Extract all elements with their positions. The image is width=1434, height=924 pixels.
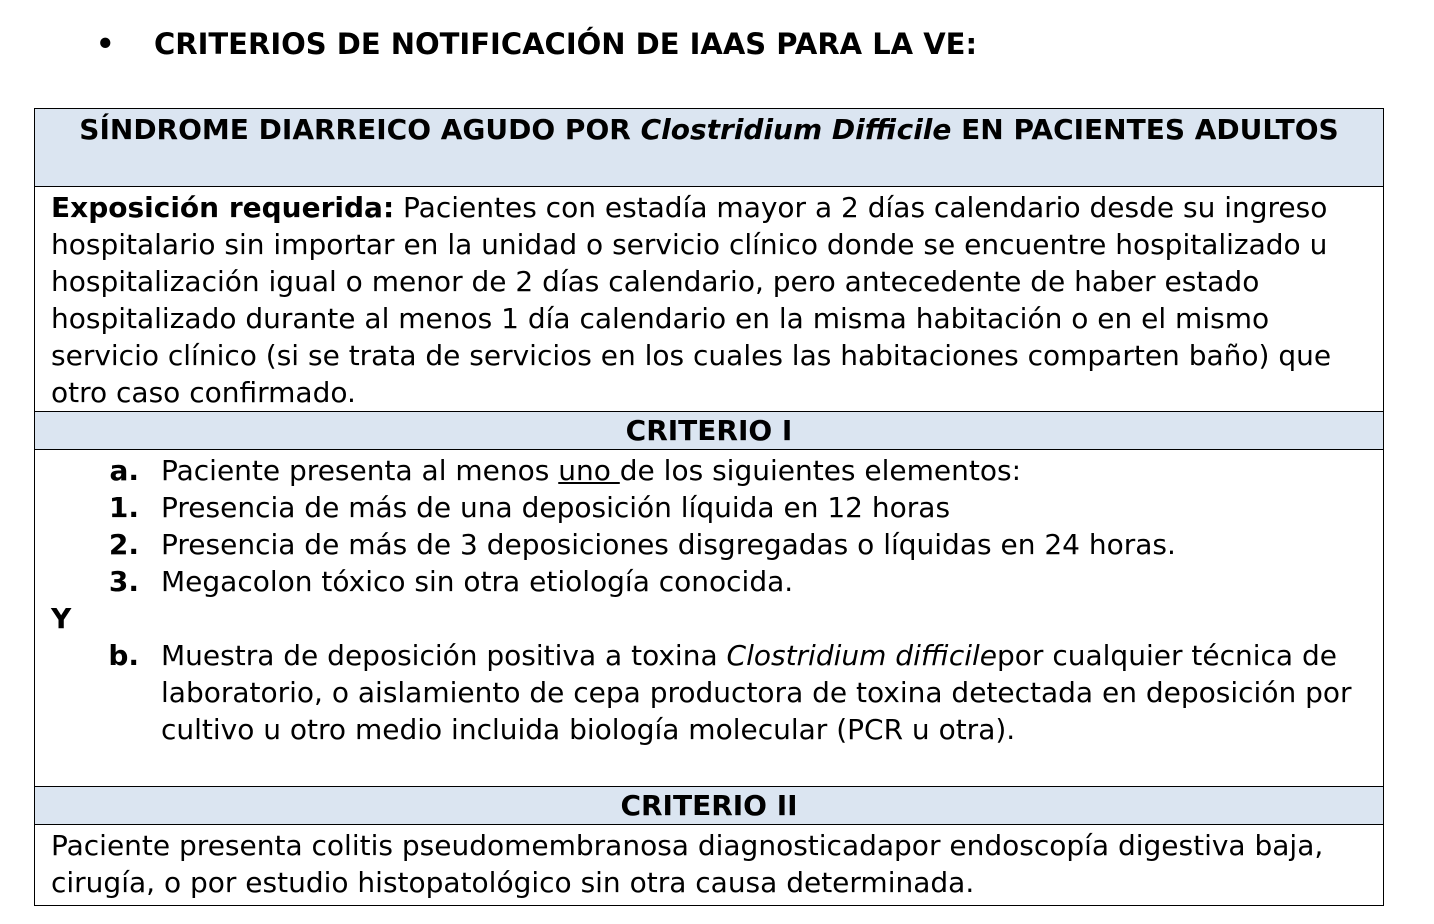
- criteria-table: [34, 108, 1384, 906]
- section-heading-text: CRITERIOS DE NOTIFICACIÓN DE IAAS PARA LA VE:: [154, 27, 978, 61]
- table-title: [35, 109, 1384, 187]
- bullet-icon: •: [96, 27, 115, 61]
- table-title-part2: EN PACIENTES ADULTOS: [951, 113, 1339, 146]
- item-marker: 2.: [108, 528, 139, 561]
- item-text: Megacolon tóxico sin otra etiología conocida.: [161, 565, 794, 598]
- conjunction-y: Y: [51, 602, 72, 635]
- criterio-1-item-3: [51, 563, 1367, 600]
- criterio-2-header: CRITERIO II: [35, 787, 1384, 825]
- exposure-cell: [35, 187, 1384, 412]
- item-a-text-before: Paciente presenta al menos: [161, 454, 559, 487]
- item-marker: 1.: [108, 491, 139, 524]
- item-text: [161, 637, 1367, 748]
- table-title-part1: SÍNDROME DIARREICO AGUDO POR: [79, 113, 641, 146]
- item-a-text-after: de los siguientes elementos:: [619, 454, 1022, 487]
- criterio-1-item-a: [51, 452, 1367, 489]
- criterio-1-item-b: [51, 637, 1367, 748]
- item-text: Presencia de más de una deposición líquida en 12 horas: [161, 491, 951, 524]
- exposure-label: Exposición requerida:: [51, 191, 395, 224]
- item-text: Presencia de más de 3 deposiciones disgregadas o líquidas en 24 horas.: [161, 528, 1176, 561]
- item-marker: a.: [109, 454, 139, 487]
- item-b-text-before: Muestra de deposición positiva a toxina: [161, 639, 727, 672]
- item-marker: b.: [108, 639, 139, 672]
- item-b-text-after: por cualquier técnica de laboratorio, o aislamiento de cepa productora de toxina detectada en deposición por cultivo u otro medio incluida biología molecular (PCR u otra).: [161, 639, 1352, 746]
- criterio-1-item-1: [51, 489, 1367, 526]
- criterio-2-cell: Paciente presenta colitis pseudomembranosa diagnosticadapor endoscopía digestiva baja, cirugía, o por estudio histopatológico sin otra causa determinada.: [35, 825, 1384, 906]
- exposure-text: Pacientes con estadía mayor a 2 días calendario desde su ingreso hospitalario sin importar en la unidad o servicio clínico donde se encuentre hospitalizado u hospitalización igual o menor de 2 días calendario, pero antecedente de haber estado hospitalizado durante al menos 1 día calendario en la misma habitación o en el mismo servicio clínico (si se trata de servicios en los cuales las habitaciones comparten baño) que otro caso confirmado.: [51, 191, 1332, 409]
- item-text: [161, 452, 1021, 489]
- criterio-1-header: CRITERIO I: [35, 412, 1384, 450]
- table-title-organism: Clostridium Difficile: [640, 113, 952, 146]
- item-marker: 3.: [108, 565, 139, 598]
- criterio-1-cell: [35, 450, 1384, 787]
- section-heading: [96, 22, 977, 66]
- item-a-text-underlined: uno: [558, 454, 620, 487]
- criterio-1-item-2: [51, 526, 1367, 563]
- item-b-organism: Clostridium difficile: [726, 639, 998, 672]
